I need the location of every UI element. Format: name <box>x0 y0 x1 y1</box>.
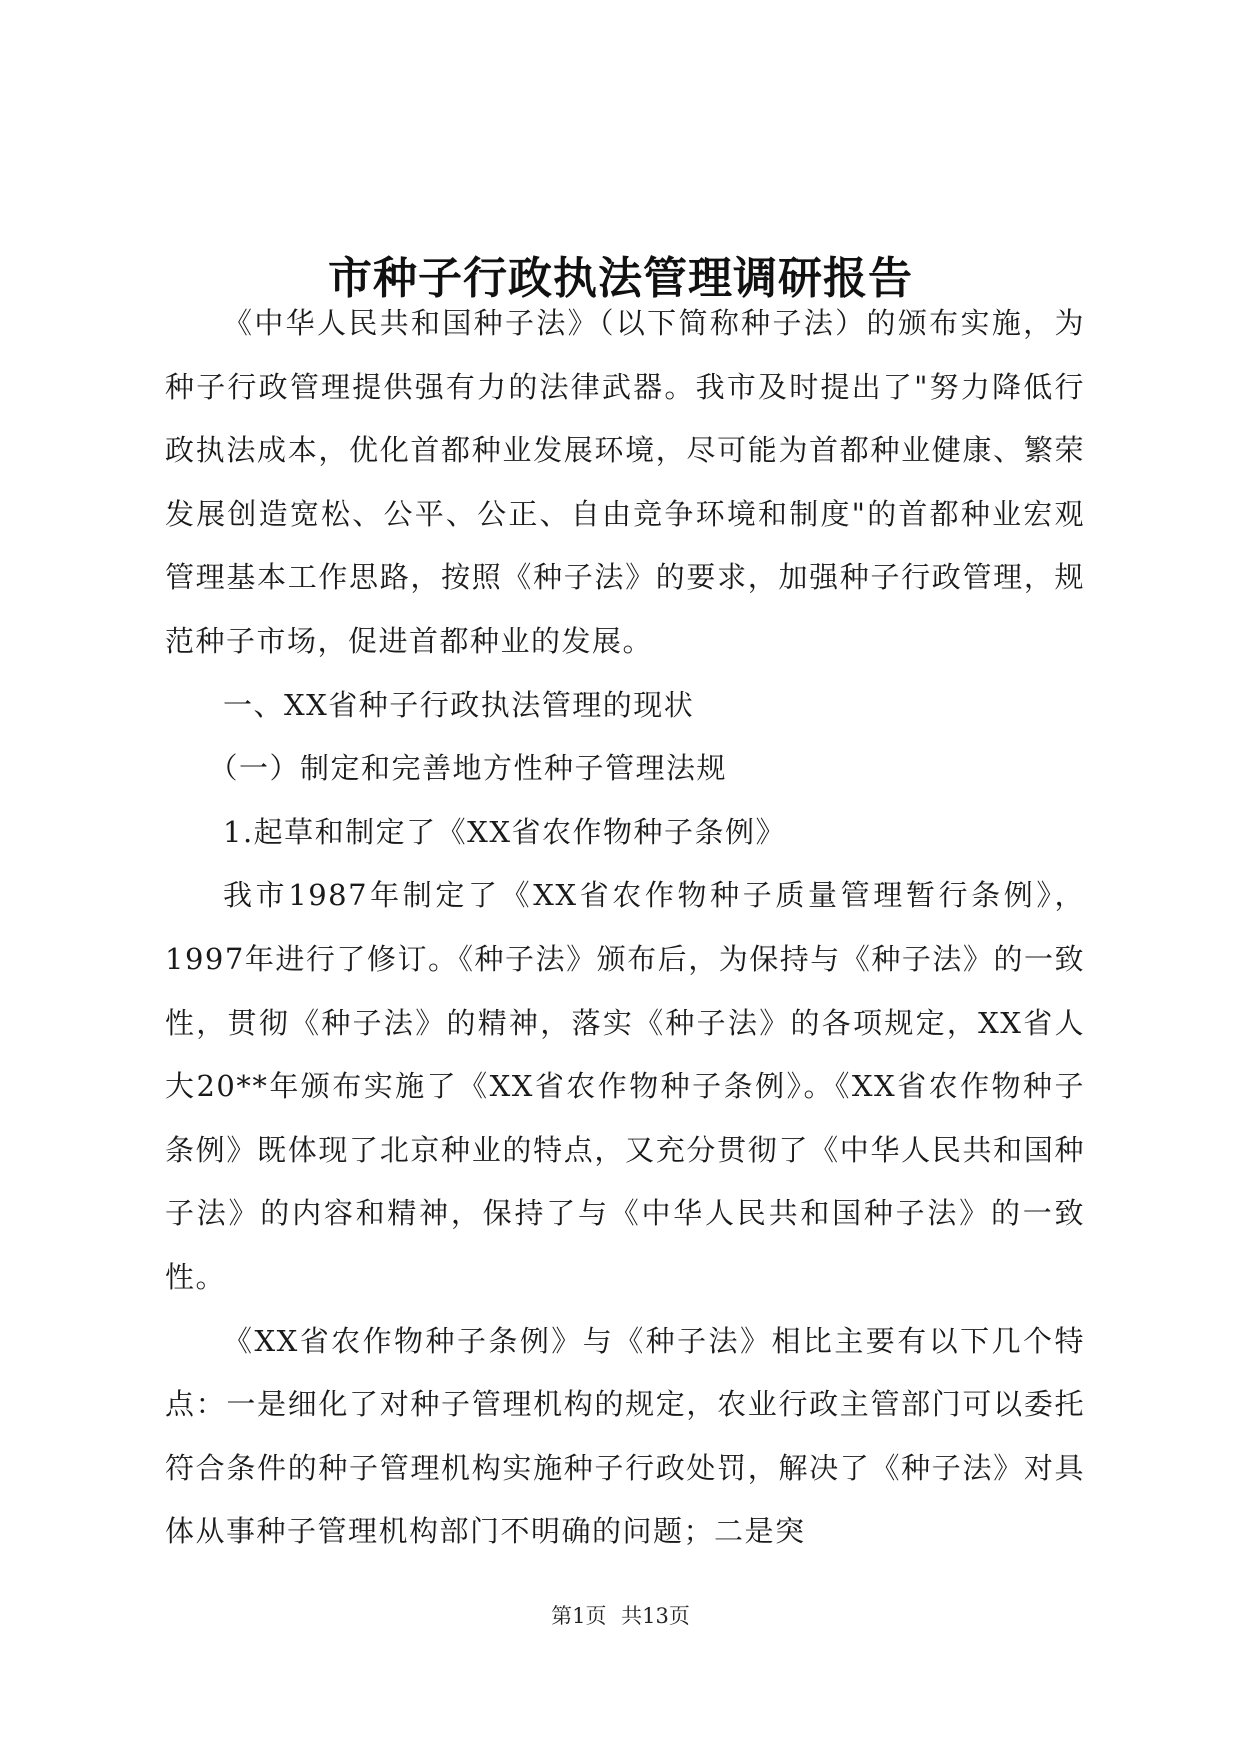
document-body <box>165 292 1085 1564</box>
item-heading: 1.起草和制定了《XX省农作物种子条例》 <box>223 814 786 849</box>
paragraph-intro: 《中华人民共和国种子法》（以下简称种子法）的颁布实施，为种子行政管理提供强有力的法律武器。我市及时提出了"努力降低行政执法成本，优化首都种业发展环境，尽可能为首都种业健康、繁荣发展创造宽松、公平、公正、自由竞争环境和制度"的首都种业宏观管理基本工作思路，按照《种子法》的要求，加强种子行政管理，规范种子市场，促进首都种业的发展。 <box>165 306 1085 658</box>
page-total: 共13页 <box>621 1604 690 1628</box>
subsection-heading: （一）制定和完善地方性种子管理法规 <box>208 751 728 786</box>
paragraph-history: 我市1987年制定了《XX省农作物种子质量管理暂行条例》，1997年进行了修订。《种子法》颁布后，为保持与《种子法》的一致性，贯彻《种子法》的精神，落实《种子法》的各项规定，XX省人大20**年颁布实施了《XX省农作物种子条例》。《XX省农作物种子条例》既体现了北京种业的特点，又充分贯彻了《中华人民共和国种子法》的内容和精神，保持了与《中华人民共和国种子法》的一致性。 <box>165 878 1085 1294</box>
document-title: 市种子行政执法管理调研报告 <box>328 253 913 305</box>
page-footer <box>0 1602 1241 1630</box>
paragraph-features: 《XX省农作物种子条例》与《种子法》相比主要有以下几个特点：一是细化了对种子管理机构的规定，农业行政主管部门可以委托符合条件的种子管理机构实施种子行政处罚，解决了《种子法》对具体从事种子管理机构部门不明确的问题；二是突 <box>165 1323 1085 1549</box>
section-heading: 一、XX省种子行政执法管理的现状 <box>223 687 695 722</box>
page-number: 第1页 <box>551 1604 607 1628</box>
